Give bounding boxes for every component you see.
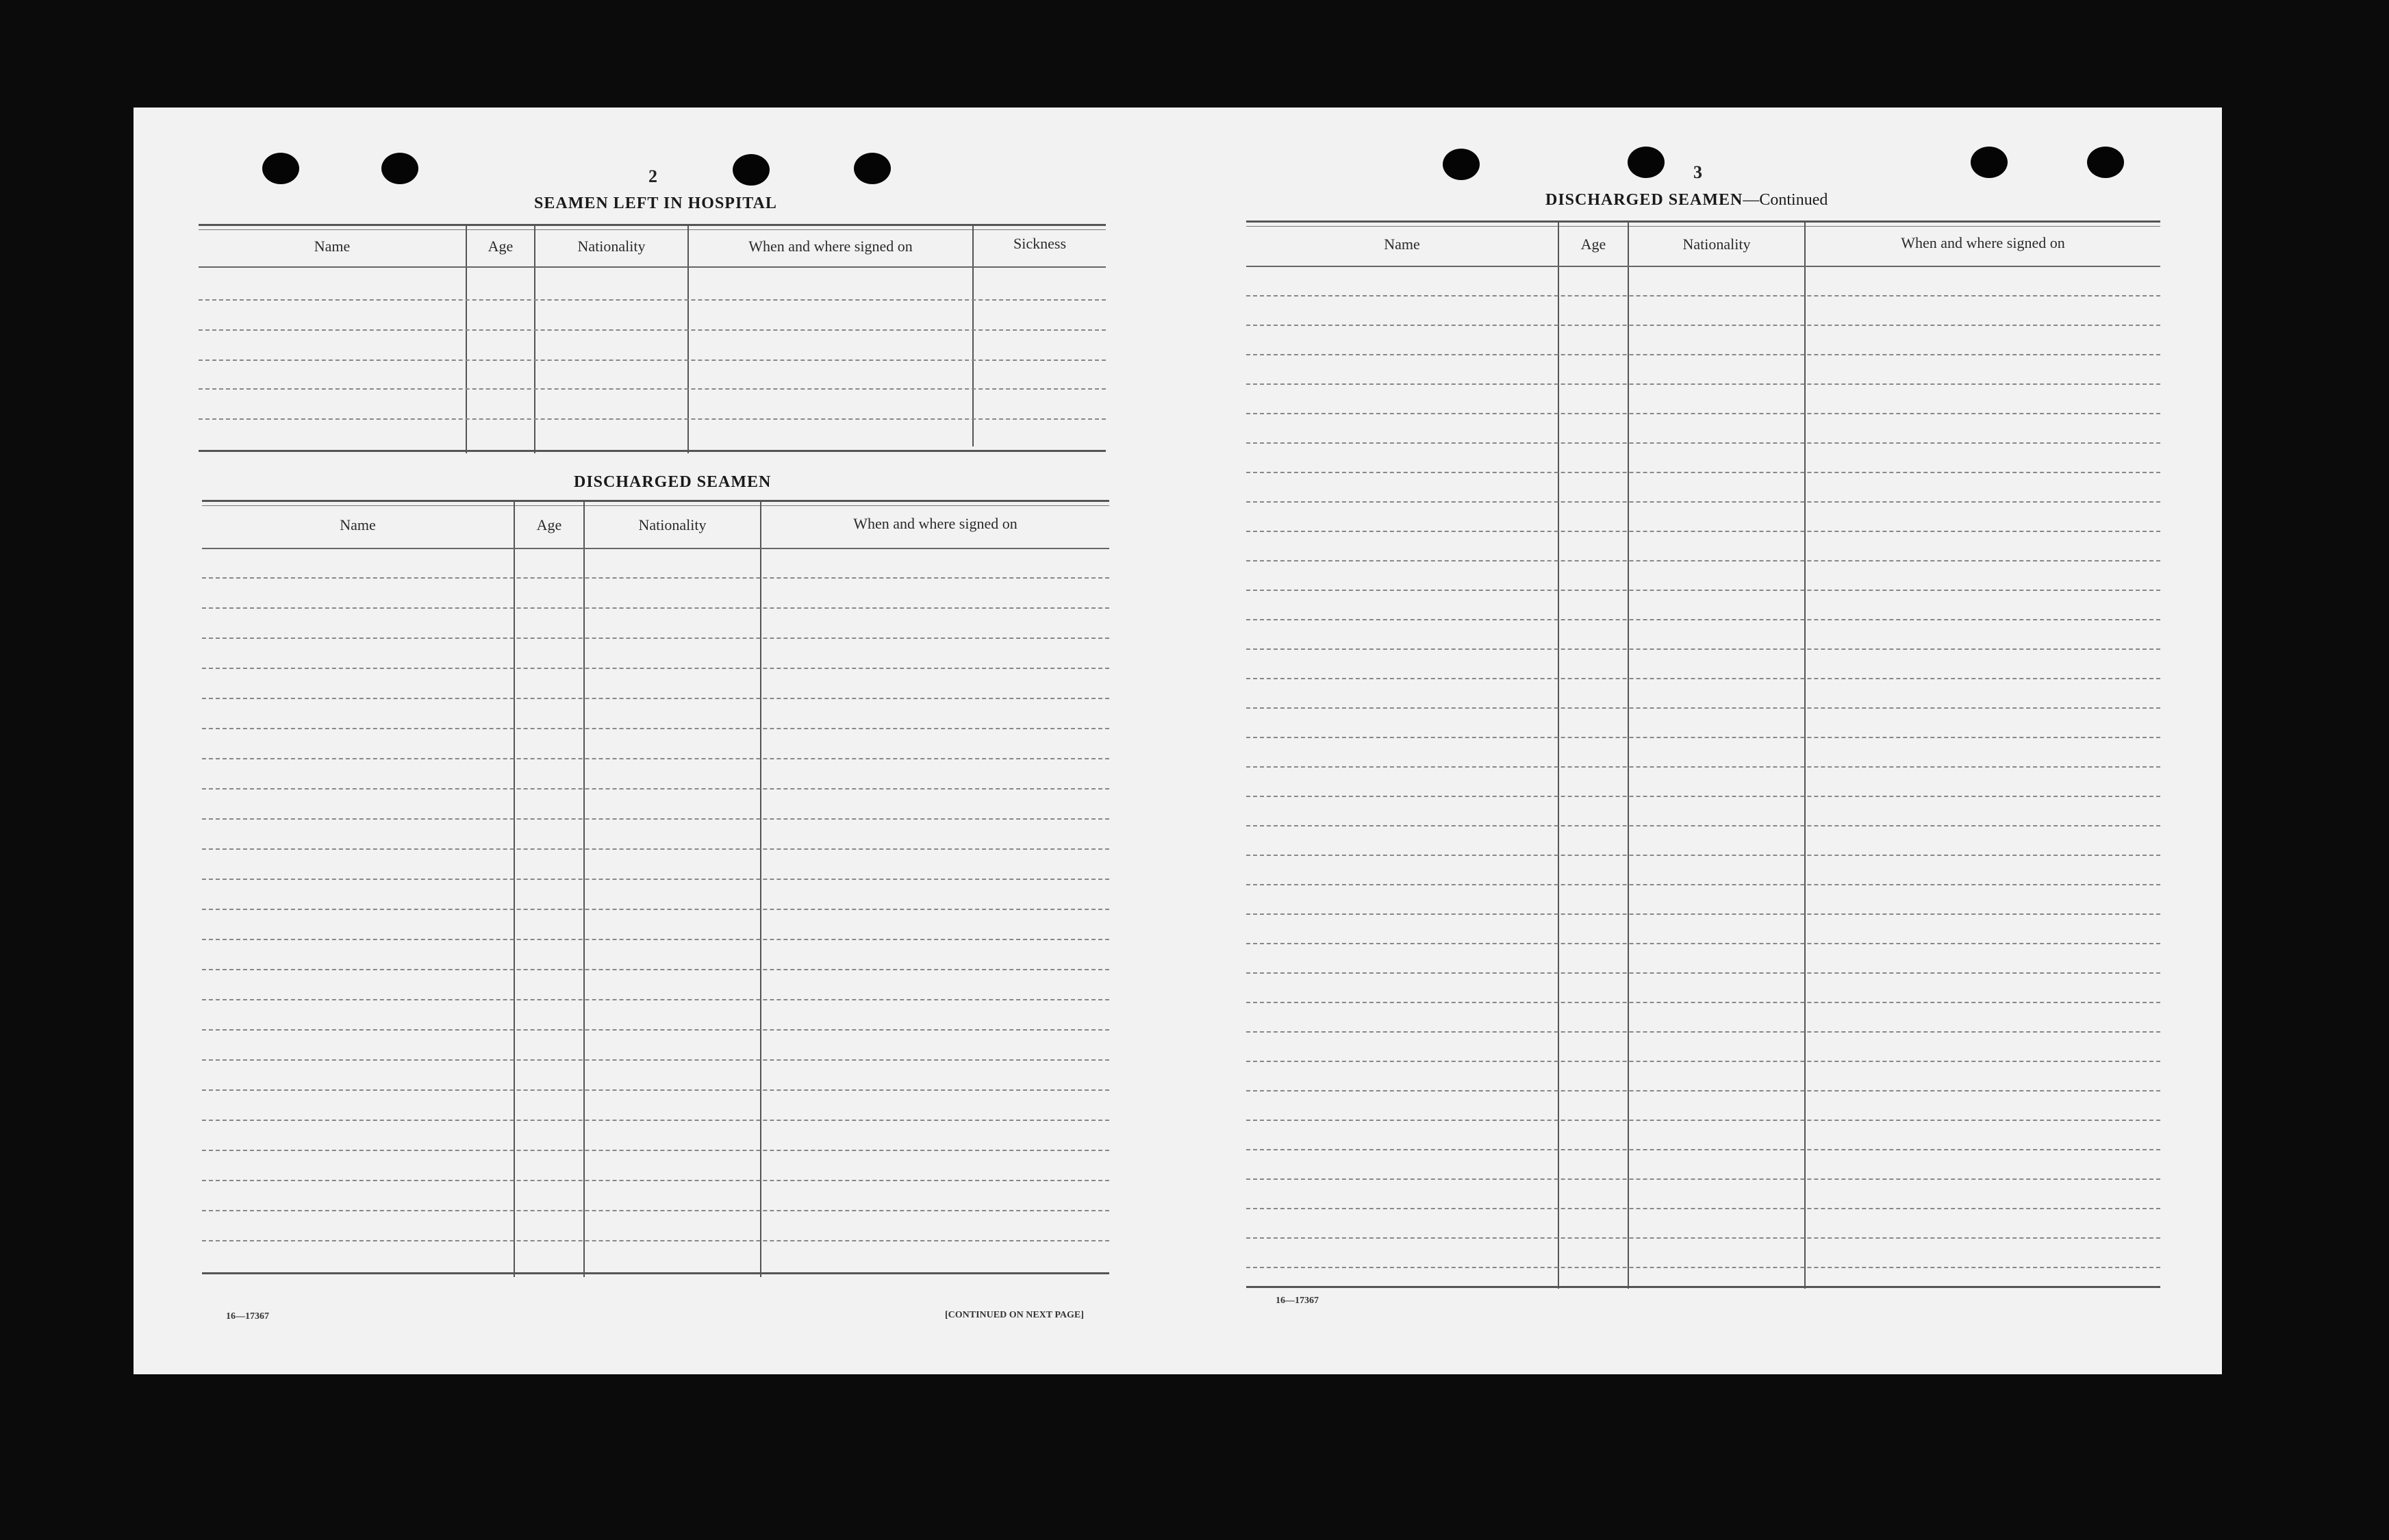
col-header-name: Name (314, 238, 351, 255)
col-header-nationality: Nationality (1682, 236, 1751, 253)
continued-note: [CONTINUED ON NEXT PAGE] (945, 1310, 1084, 1320)
col-header-when-where: When and where signed on (1901, 234, 2065, 251)
col-header-age: Age (488, 238, 514, 255)
col-header-nationality: Nationality (577, 238, 646, 255)
document-sheet (134, 108, 2222, 1374)
punch-hole (733, 154, 770, 186)
page-number-left: 2 (648, 166, 657, 186)
discharged-continued-title-suffix: —Continued (1743, 191, 1828, 209)
form-number-right: 16—17367 (1276, 1296, 1319, 1306)
discharged-continued-title (1545, 191, 1828, 210)
discharged-table-right (1246, 220, 2160, 1289)
hospital-section-title: SEAMEN LEFT IN HOSPITAL (534, 194, 777, 212)
punch-hole (1628, 147, 1665, 178)
col-header-when-where: When and where signed on (853, 515, 1017, 532)
col-header-age: Age (536, 516, 562, 533)
col-header-nationality: Nationality (638, 516, 707, 533)
page-number-right: 3 (1693, 162, 1702, 182)
punch-hole (381, 153, 418, 184)
punch-hole (854, 153, 891, 184)
punch-hole (1443, 149, 1480, 180)
punch-hole (262, 153, 299, 184)
discharged-section-title: DISCHARGED SEAMEN (574, 473, 772, 491)
col-header-name: Name (340, 516, 376, 533)
form-number-left: 16—17367 (226, 1311, 269, 1322)
col-header-name: Name (1384, 236, 1420, 253)
punch-hole (2087, 147, 2124, 178)
col-header-sickness: Sickness (1013, 235, 1066, 252)
col-header-age: Age (1580, 236, 1606, 253)
discharged-continued-title-main: DISCHARGED SEAMEN (1545, 191, 1743, 209)
col-header-when-where: When and where signed on (748, 238, 913, 255)
punch-hole (1971, 147, 2008, 178)
discharged-table-left (202, 500, 1109, 1294)
